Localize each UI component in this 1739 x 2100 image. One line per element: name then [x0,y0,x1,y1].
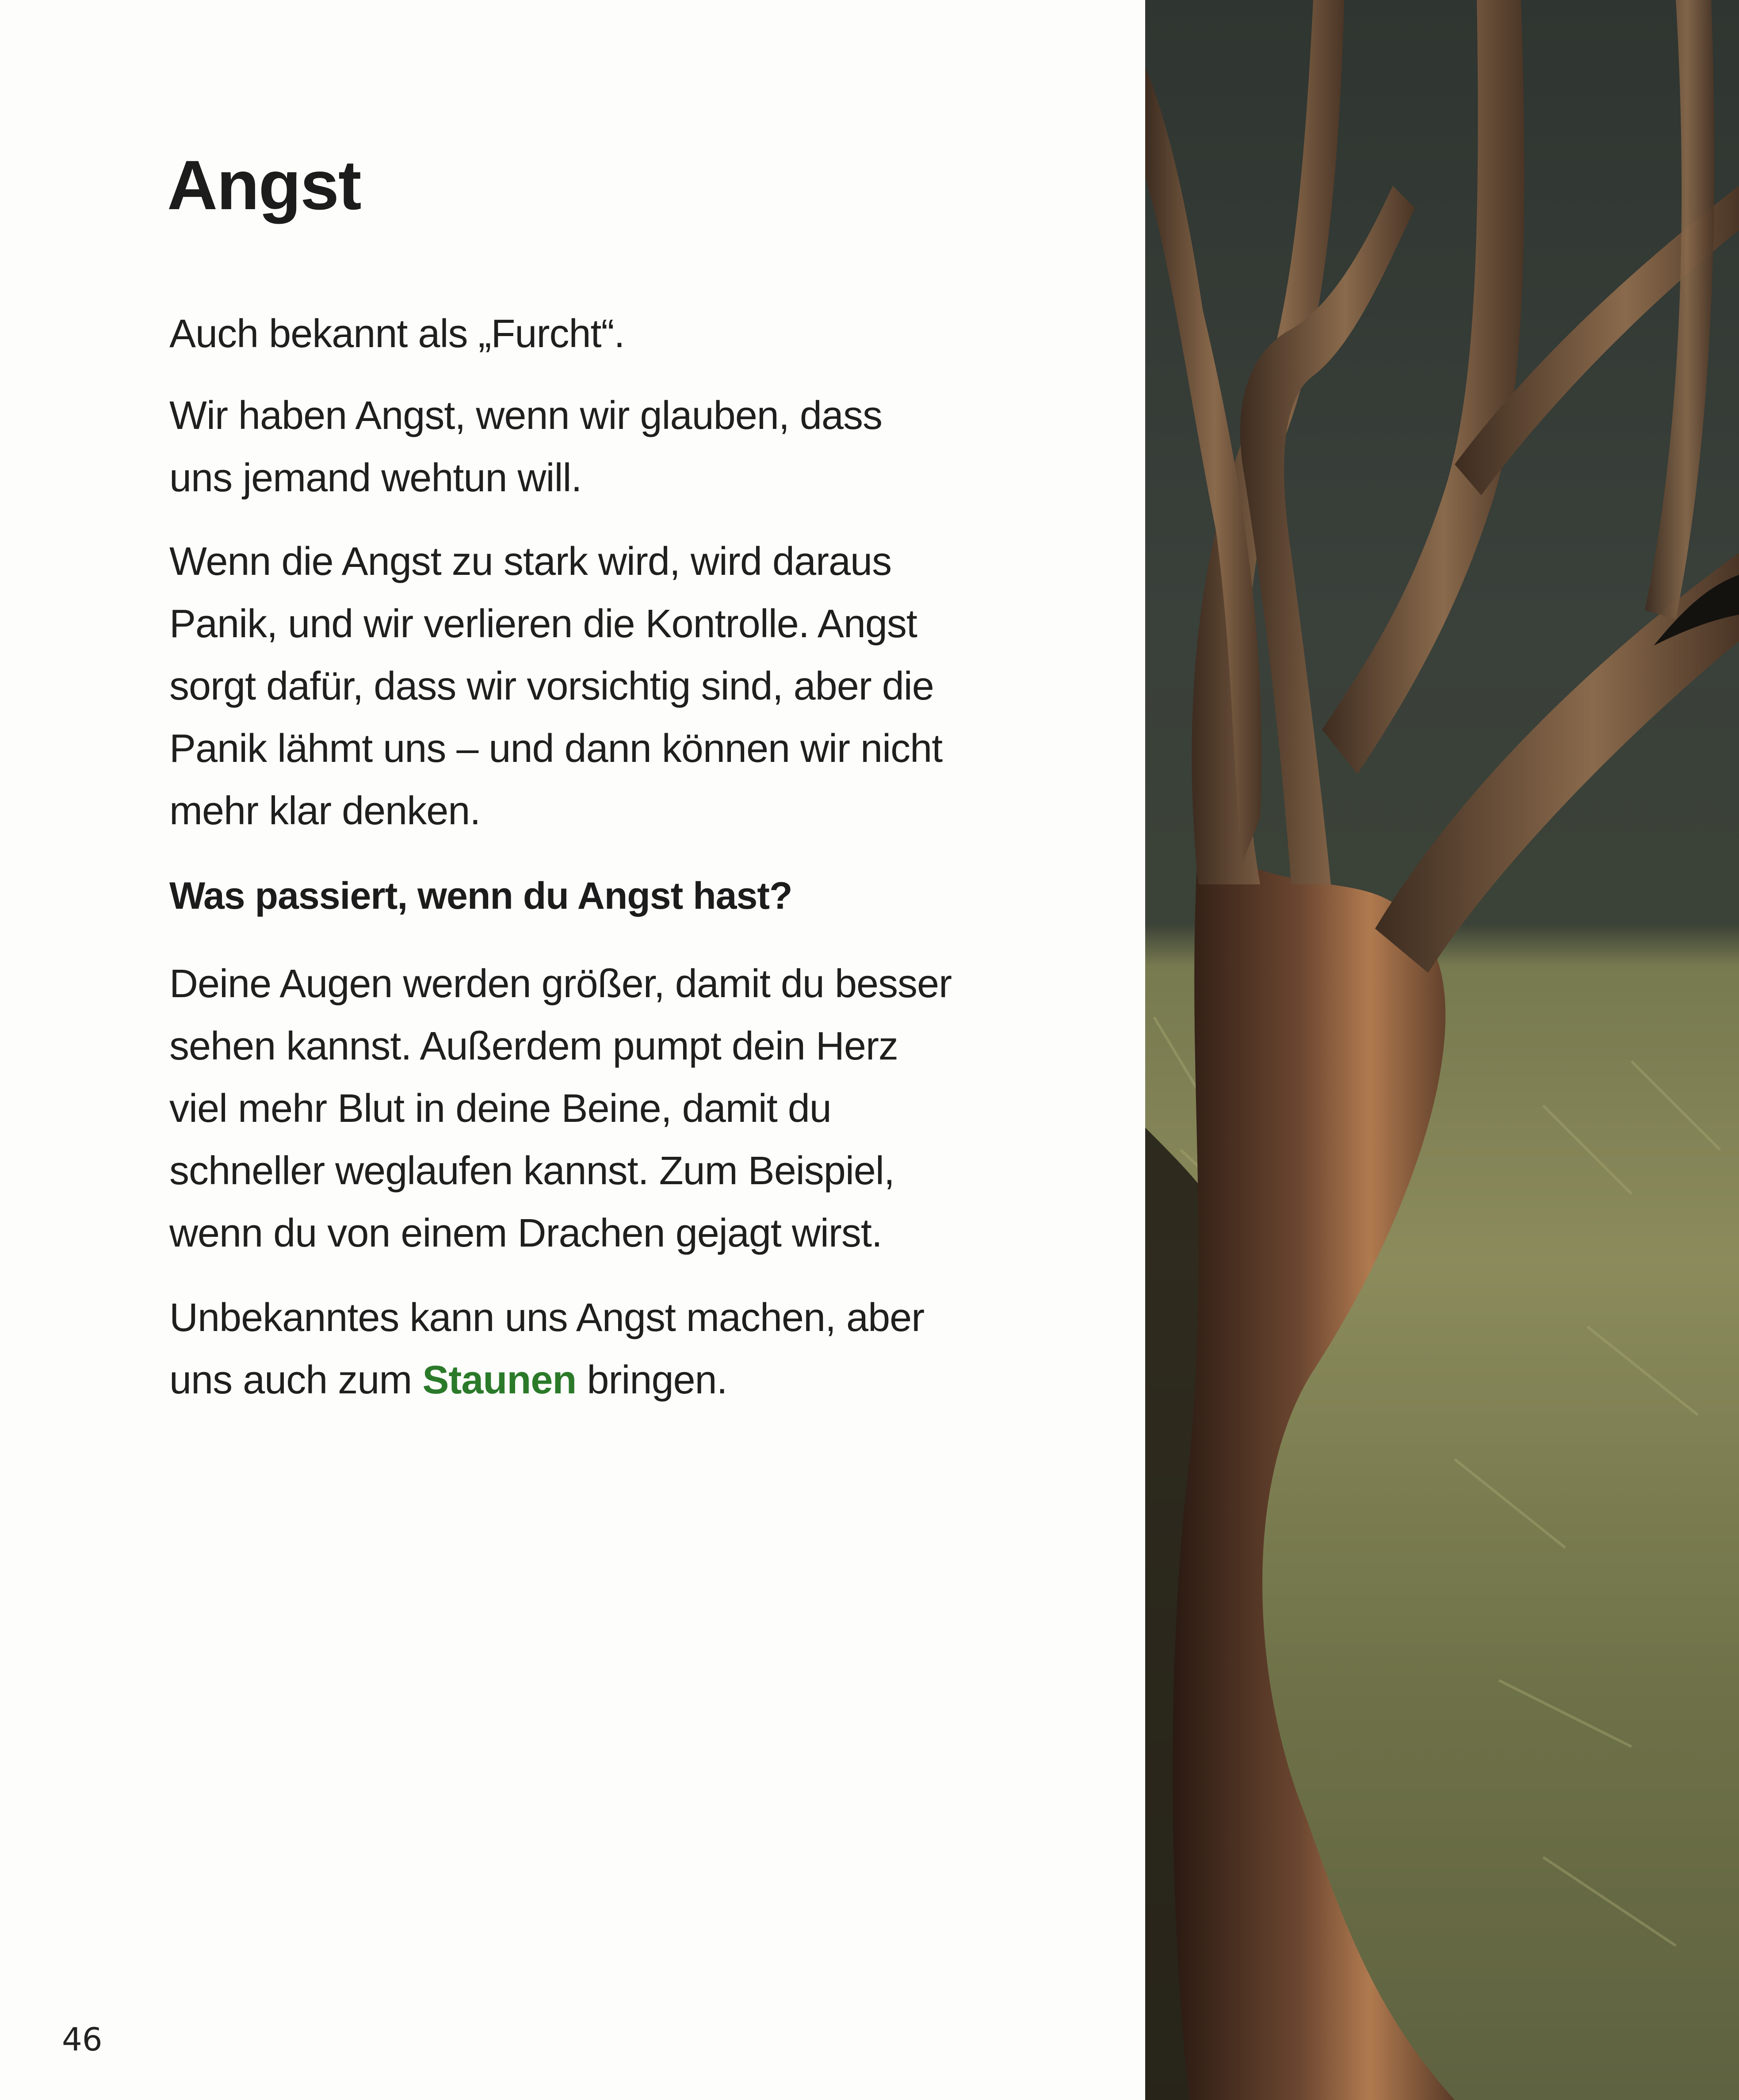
paragraph-line: sehen kannst. Außerdem pumpt dein Herz [169,1024,898,1068]
tree-icon [1145,0,1739,2100]
paragraph-2 [169,385,1098,509]
page-number: 46 [62,2021,103,2058]
paragraph-line: viel mehr Blut in deine Beine, damit du [169,1086,831,1131]
paragraph-line: wenn du von einem Drachen gejagt wirst. [169,1211,882,1255]
paragraph-line: bringen. [576,1358,727,1402]
closing-paragraph [169,1287,1098,1411]
subheading: Was passiert, wenn du Angst hast? [169,875,792,917]
paragraph-line: schneller weglaufen kannst. Zum Beispiel, [169,1149,894,1193]
paragraph-line: uns auch zum [169,1358,423,1402]
paragraph-line: Deine Augen werden größer, damit du besser [169,962,952,1006]
paragraph-line: Unbekanntes kann uns Angst machen, aber [169,1296,925,1340]
paragraph-3 [169,531,1098,842]
paragraph-line: Panik lähmt uns – und dann können wir nicht [169,727,943,771]
paragraph-line: Wir haben Angst, wenn wir glauben, dass [169,394,882,438]
paragraph-4 [169,953,1098,1265]
paragraph-1 [169,303,1098,365]
page-title: Angst [167,146,361,224]
paragraph-line: Wenn die Angst zu stark wird, wird daraus [169,539,892,584]
paragraph-line: Panik, und wir verlieren die Kontrolle. Angst [169,602,917,646]
paragraph-line: Auch bekannt als „Furcht“. [169,312,625,356]
paragraph-line: uns jemand wehtun will. [169,456,582,500]
highlight-word-staunen[interactable]: Staunen [422,1358,577,1402]
paragraph-line: sorgt dafür, dass wir vorsichtig sind, aber die [169,664,934,708]
paragraph-line: mehr klar denken. [169,789,481,833]
tree-illustration [1145,0,1739,2100]
